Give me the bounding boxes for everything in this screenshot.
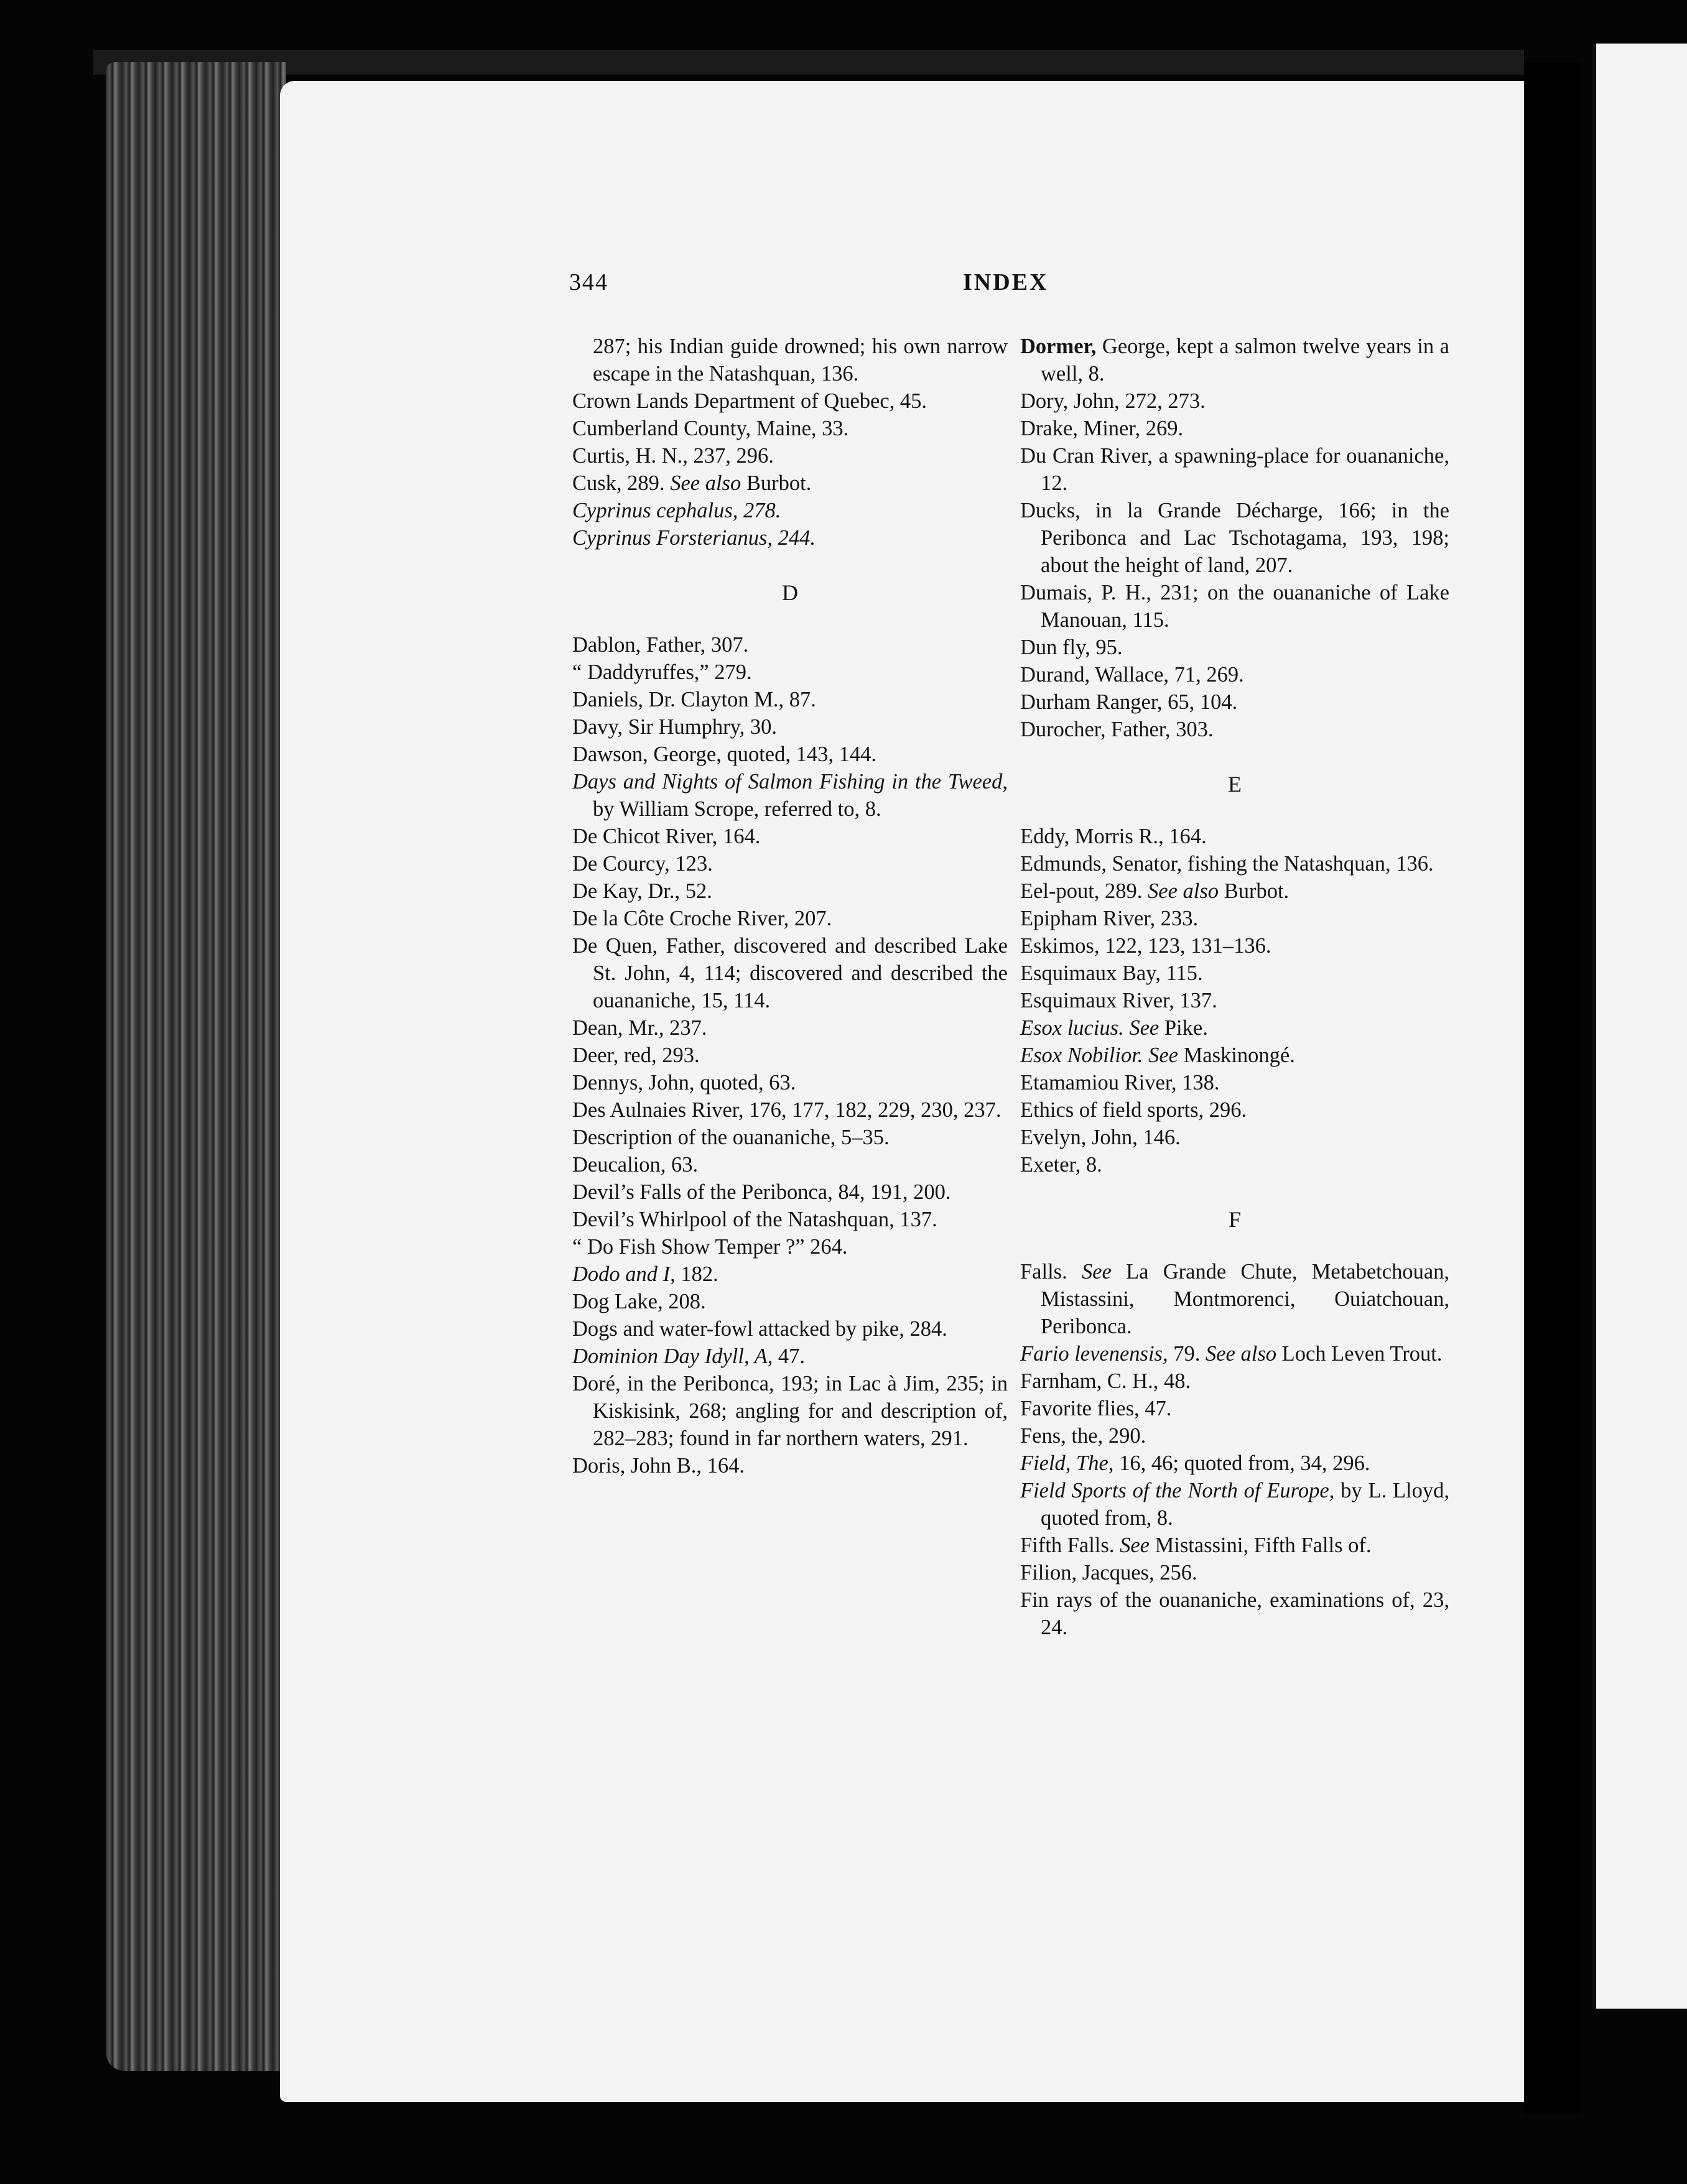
entry-text: 182. <box>681 1262 718 1286</box>
index-entry: Devil’s Whirlpool of the Natashquan, 137. <box>572 1208 937 1231</box>
index-entry: Esquimaux River, 137. <box>1020 989 1217 1012</box>
see-ref: See <box>1120 1534 1150 1557</box>
index-entry: Edmunds, Senator, fishing the Natashquan, 136. <box>1020 852 1434 876</box>
index-entry: Dog Lake, 208. <box>572 1290 706 1313</box>
index-entry: Etamamiou River, 138. <box>1020 1071 1220 1094</box>
entry-text: Falls. <box>1020 1260 1067 1284</box>
cross-reference: Mistassini, Fifth Falls of. <box>1155 1534 1372 1557</box>
index-entry: De la Côte Croche River, 207. <box>572 907 832 930</box>
index-entry: Dumais, P. H., 231; on the ouananiche of Lake Manouan, 115. <box>1020 581 1449 632</box>
index-entry <box>572 1343 1008 1370</box>
entry-text: 47. <box>778 1344 806 1368</box>
page-edges <box>106 62 286 2071</box>
index-entry: Dogs and water-fowl attacked by pike, 284. <box>572 1317 947 1341</box>
entry-text: George, kept a salmon twelve years in a well, 8. <box>1041 335 1449 386</box>
index-entry: “ Daddyruffes,” 279. <box>572 660 752 684</box>
cross-reference: Pike. <box>1164 1016 1208 1040</box>
index-entry: Dean, Mr., 237. <box>572 1016 707 1040</box>
see-ref: See <box>1081 1260 1112 1284</box>
index-entry: Curtis, H. N., 237, 296. <box>572 444 774 468</box>
facing-page-edge <box>1592 44 1687 2009</box>
entry-text: Cusk, 289. <box>572 471 665 495</box>
index-entry: Doré, in the Peribonca, 193; in Lac à Jim, 235; in Kiskisink, 268; angling for and description of, 282–283; found in far northern waters, 291. <box>572 1372 1008 1450</box>
index-entry: Ethics of field sports, 296. <box>1020 1098 1247 1122</box>
page-gutter <box>1524 62 1580 2114</box>
index-column-left <box>572 333 1008 1479</box>
book-top-edge <box>93 50 1524 75</box>
index-entry: Dennys, John, quoted, 63. <box>572 1071 796 1094</box>
entry-group-c <box>572 387 1008 470</box>
page-header <box>569 269 1462 306</box>
index-entry: De Kay, Dr., 52. <box>572 879 712 903</box>
index-entry: Dablon, Father, 307. <box>572 633 749 657</box>
index-entry: Esquimaux Bay, 115. <box>1020 961 1203 985</box>
index-column-right <box>1020 333 1449 1641</box>
index-entry: De Courcy, 123. <box>572 852 713 876</box>
index-entry <box>1020 1014 1449 1042</box>
index-entry: Devil’s Falls of the Peribonca, 84, 191, 200. <box>572 1180 951 1204</box>
see-ref: See <box>1129 1016 1160 1040</box>
index-entry: Evelyn, John, 146. <box>1020 1126 1181 1149</box>
index-entry: De Quen, Father, discovered and described Lake St. John, 4, 114; discovered and described the ouananiche, 15, 114. <box>572 934 1008 1012</box>
index-entry <box>1020 1477 1449 1532</box>
cross-reference: Maskinongé. <box>1183 1043 1295 1067</box>
index-entry: Durand, Wallace, 71, 269. <box>1020 663 1244 687</box>
page-number: 344 <box>569 269 608 295</box>
entry-text: 79. <box>1173 1342 1201 1366</box>
book-title: Dodo and I, <box>572 1262 676 1286</box>
index-entry: Deer, red, 293. <box>572 1043 700 1067</box>
index-entry: Cumberland County, Maine, 33. <box>572 417 849 440</box>
index-entry <box>572 1261 1008 1288</box>
index-entry: Favorite flies, 47. <box>1020 1397 1172 1420</box>
continued-entry: 287; his Indian guide drowned; his own narrow escape in the Natashquan, 136. <box>593 335 1008 386</box>
index-entry: Crown Lands Department of Quebec, 45. <box>572 389 927 413</box>
book-title: Dominion Day Idyll, A, <box>572 1344 773 1368</box>
running-head: INDEX <box>963 269 1049 295</box>
book-title: Field, The, <box>1020 1451 1114 1475</box>
cross-reference: Burbot. <box>1224 879 1290 903</box>
letter-heading-e: E <box>1228 772 1242 797</box>
index-entry <box>1020 1340 1449 1367</box>
index-entry: Eskimos, 122, 123, 131–136. <box>1020 934 1271 958</box>
entry-text: by L. Lloyd, quoted from, 8. <box>1041 1479 1450 1530</box>
entry-text: Eel-pout, 289. <box>1020 879 1143 903</box>
see-also-ref: See also <box>1148 879 1219 903</box>
index-entry: Drake, Miner, 269. <box>1020 417 1184 440</box>
letter-heading-d: D <box>782 580 798 605</box>
entry-text: 16, 46; quoted from, 34, 296. <box>1119 1451 1370 1475</box>
index-entry: Cyprinus cephalus, 278. <box>572 499 781 522</box>
index-entry: Durham Ranger, 65, 104. <box>1020 690 1238 714</box>
index-entry: Fin rays of the ouananiche, examinations of, 23, 24. <box>1020 1588 1449 1639</box>
index-entry: Durocher, Father, 303. <box>1020 718 1214 741</box>
letter-heading-f: F <box>1228 1207 1242 1232</box>
index-entry: Deucalion, 63. <box>572 1153 699 1177</box>
index-entry <box>1020 333 1449 387</box>
index-entry: De Chicot River, 164. <box>572 825 761 848</box>
cross-reference: Burbot. <box>746 471 812 495</box>
see-also-ref: See also <box>670 471 741 495</box>
index-entry <box>1020 1042 1449 1069</box>
index-entry: Description of the ouananiche, 5–35. <box>572 1126 890 1149</box>
index-entry: Doris, John B., 164. <box>572 1454 745 1478</box>
species-name: Fario levenensis, <box>1020 1342 1168 1366</box>
index-entry: Farnham, C. H., 48. <box>1020 1369 1191 1393</box>
index-entry: Ducks, in la Grande Décharge, 166; in the Peribonca and Lac Tschotagama, 193, 198; about the height of land, 207. <box>1020 499 1449 577</box>
cross-reference: La Grande Chute, Metabetchouan, Mistassini, Montmorenci, Ouiatchouan, Peribonca. <box>1041 1260 1450 1338</box>
entry-text: Fifth Falls. <box>1020 1534 1115 1557</box>
cross-reference: Loch Leven Trout. <box>1281 1342 1443 1366</box>
index-entry: Exeter, 8. <box>1020 1153 1102 1177</box>
index-entry: Fens, the, 290. <box>1020 1424 1146 1448</box>
index-entry <box>1020 1532 1449 1559</box>
species-name: Esox lucius. <box>1020 1016 1124 1040</box>
see-also-ref: See also <box>1205 1342 1276 1366</box>
index-entry <box>1020 1258 1449 1340</box>
index-entry <box>572 470 1008 497</box>
see-ref: See <box>1148 1043 1178 1067</box>
entry-text: by William Scrope, referred to, 8. <box>593 797 881 821</box>
index-entry: Filion, Jacques, 256. <box>1020 1561 1197 1585</box>
index-entry: Cyprinus Forsterianus, 244. <box>572 526 816 550</box>
index-entry <box>1020 877 1449 905</box>
index-entry: Dawson, George, quoted, 143, 144. <box>572 743 876 766</box>
index-entry: Eddy, Morris R., 164. <box>1020 825 1207 848</box>
index-entry: Daniels, Dr. Clayton M., 87. <box>572 688 816 711</box>
species-name: Esox Nobilior. <box>1020 1043 1143 1067</box>
index-entry: Epipham River, 233. <box>1020 907 1199 930</box>
index-entry: “ Do Fish Show Temper ?” 264. <box>572 1235 848 1259</box>
book-title: Days and Nights of Salmon Fishing in the Tweed, <box>572 770 1008 794</box>
index-entry <box>572 768 1008 823</box>
index-entry: Davy, Sir Humphry, 30. <box>572 715 777 739</box>
index-entry: Dun fly, 95. <box>1020 636 1123 659</box>
index-entry: Dory, John, 272, 273. <box>1020 389 1206 413</box>
index-entry: Des Aulnaies River, 176, 177, 182, 229, 230, 237. <box>572 1098 1002 1122</box>
index-entry <box>1020 1450 1449 1477</box>
index-entry: Du Cran River, a spawning-place for ouananiche, 12. <box>1020 444 1449 495</box>
book-title: Field Sports of the North of Europe, <box>1020 1479 1335 1502</box>
entry-name: Dormer, <box>1020 335 1097 358</box>
